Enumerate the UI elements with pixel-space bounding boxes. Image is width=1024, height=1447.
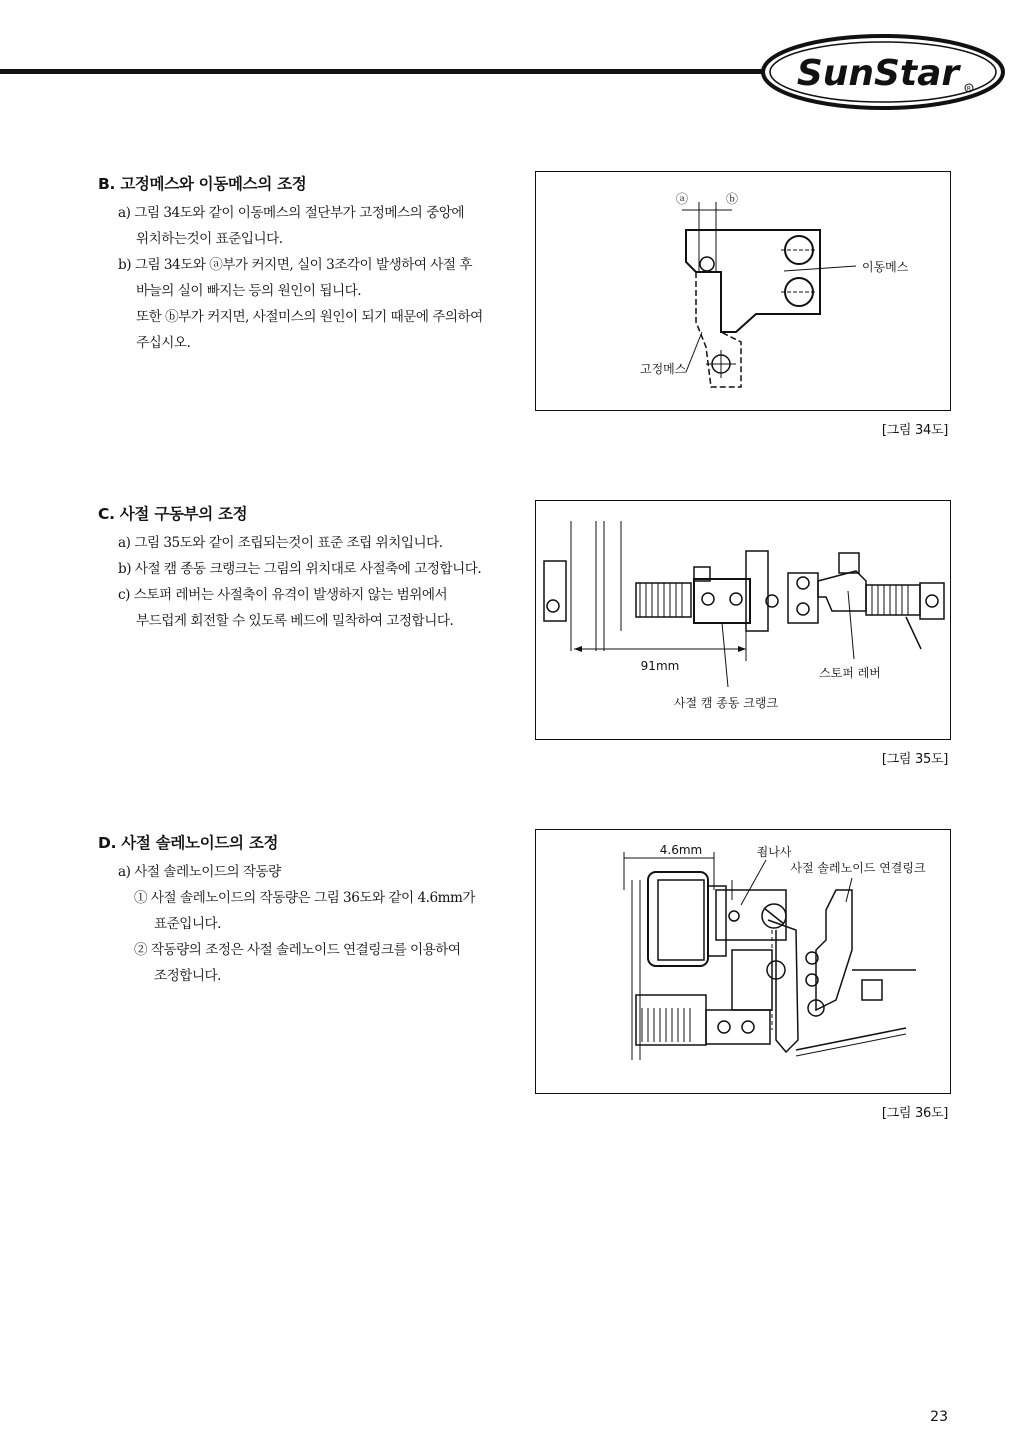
header-rule — [0, 69, 770, 74]
bracket-shape — [816, 890, 852, 1010]
figure-35 — [535, 500, 951, 740]
label-4-6mm: 4.6mm — [659, 843, 703, 857]
figure-36-caption: [그림 36도] — [881, 1106, 948, 1121]
spring-3 — [642, 1008, 690, 1042]
section-c-line: c) 스토퍼 레버는 사절축이 유격이 발생하지 않는 범위에서 — [118, 587, 448, 603]
section-b-line: a) 그림 34도와 같이 이동메스의 절단부가 고정메스의 중앙에 — [118, 205, 464, 221]
section-b — [98, 172, 528, 356]
label-moving-knife: 이동메스 — [862, 260, 909, 274]
section-d-title: D. 사절 솔레노이드의 조정 — [98, 834, 279, 852]
section-d-line: ② 작동량의 조정은 사절 솔레노이드 연결링크를 이용하여 — [134, 942, 461, 958]
section-c-line: b) 사절 캠 종동 크랭크는 그림의 위치대로 사절축에 고정합니다. — [118, 561, 482, 577]
spring-2 — [872, 585, 908, 615]
label-solenoid-link: 사절 솔레노이드 연결링크 — [790, 861, 926, 875]
section-d-line: ① 사절 솔레노이드의 작동량은 그림 36도와 같이 4.6mm가 — [134, 890, 476, 906]
moving-knife-shape — [686, 230, 820, 332]
section-b-line: 바늘의 실이 빠지는 등의 원인이 됩니다. — [136, 283, 362, 299]
section-c-line: a) 그림 35도와 같이 조립되는것이 표준 조립 위치입니다. — [118, 535, 443, 551]
page-number: 23 — [930, 1409, 948, 1425]
section-b-line: 주십시오. — [136, 335, 191, 351]
spring-1 — [640, 583, 682, 617]
stopper-lever-shape — [818, 571, 866, 611]
figure-35-caption: [그림 35도] — [881, 752, 948, 767]
fixed-knife-shape — [696, 272, 741, 387]
section-d-line: 표준입니다. — [154, 916, 221, 932]
section-d-line: a) 사절 솔레노이드의 작동량 — [118, 864, 281, 880]
section-c — [98, 502, 528, 634]
section-b-title: B. 고정메스와 이동메스의 조정 — [98, 175, 307, 193]
label-stopper-lever: 스토퍼 레버 — [819, 666, 881, 680]
label-91mm: 91mm — [640, 659, 680, 673]
section-d-line: 조정합니다. — [154, 968, 221, 984]
section-d — [98, 831, 528, 989]
section-b-line: 위치하는것이 표준입니다. — [136, 231, 283, 247]
svg-text:R: R — [966, 85, 972, 93]
section-c-title: C. 사절 구동부의 조정 — [98, 505, 248, 523]
svg-text:SunStar: SunStar — [796, 53, 960, 94]
label-b: ⓑ — [725, 192, 739, 206]
label-a: ⓐ — [675, 192, 689, 206]
figure-36 — [535, 829, 951, 1094]
section-b-line: b) 그림 34도와 ⓐ부가 커지면, 실이 3조각이 발생하여 사절 후 — [118, 257, 473, 273]
label-fixed-knife: 고정메스 — [640, 362, 687, 376]
section-b-line: 또한 ⓑ부가 커지면, 사절미스의 원인이 되기 때문에 주의하여 — [136, 309, 483, 325]
label-set-screw: 죔나사 — [756, 845, 792, 859]
sunstar-logo — [760, 32, 1006, 112]
section-c-line: 부드럽게 회전할 수 있도록 베드에 밀착하여 고정합니다. — [136, 613, 454, 629]
label-cam-crank: 사절 캠 종동 크랭크 — [673, 696, 779, 710]
figure-34 — [535, 171, 951, 411]
figure-34-caption: [그림 34도] — [881, 423, 948, 438]
